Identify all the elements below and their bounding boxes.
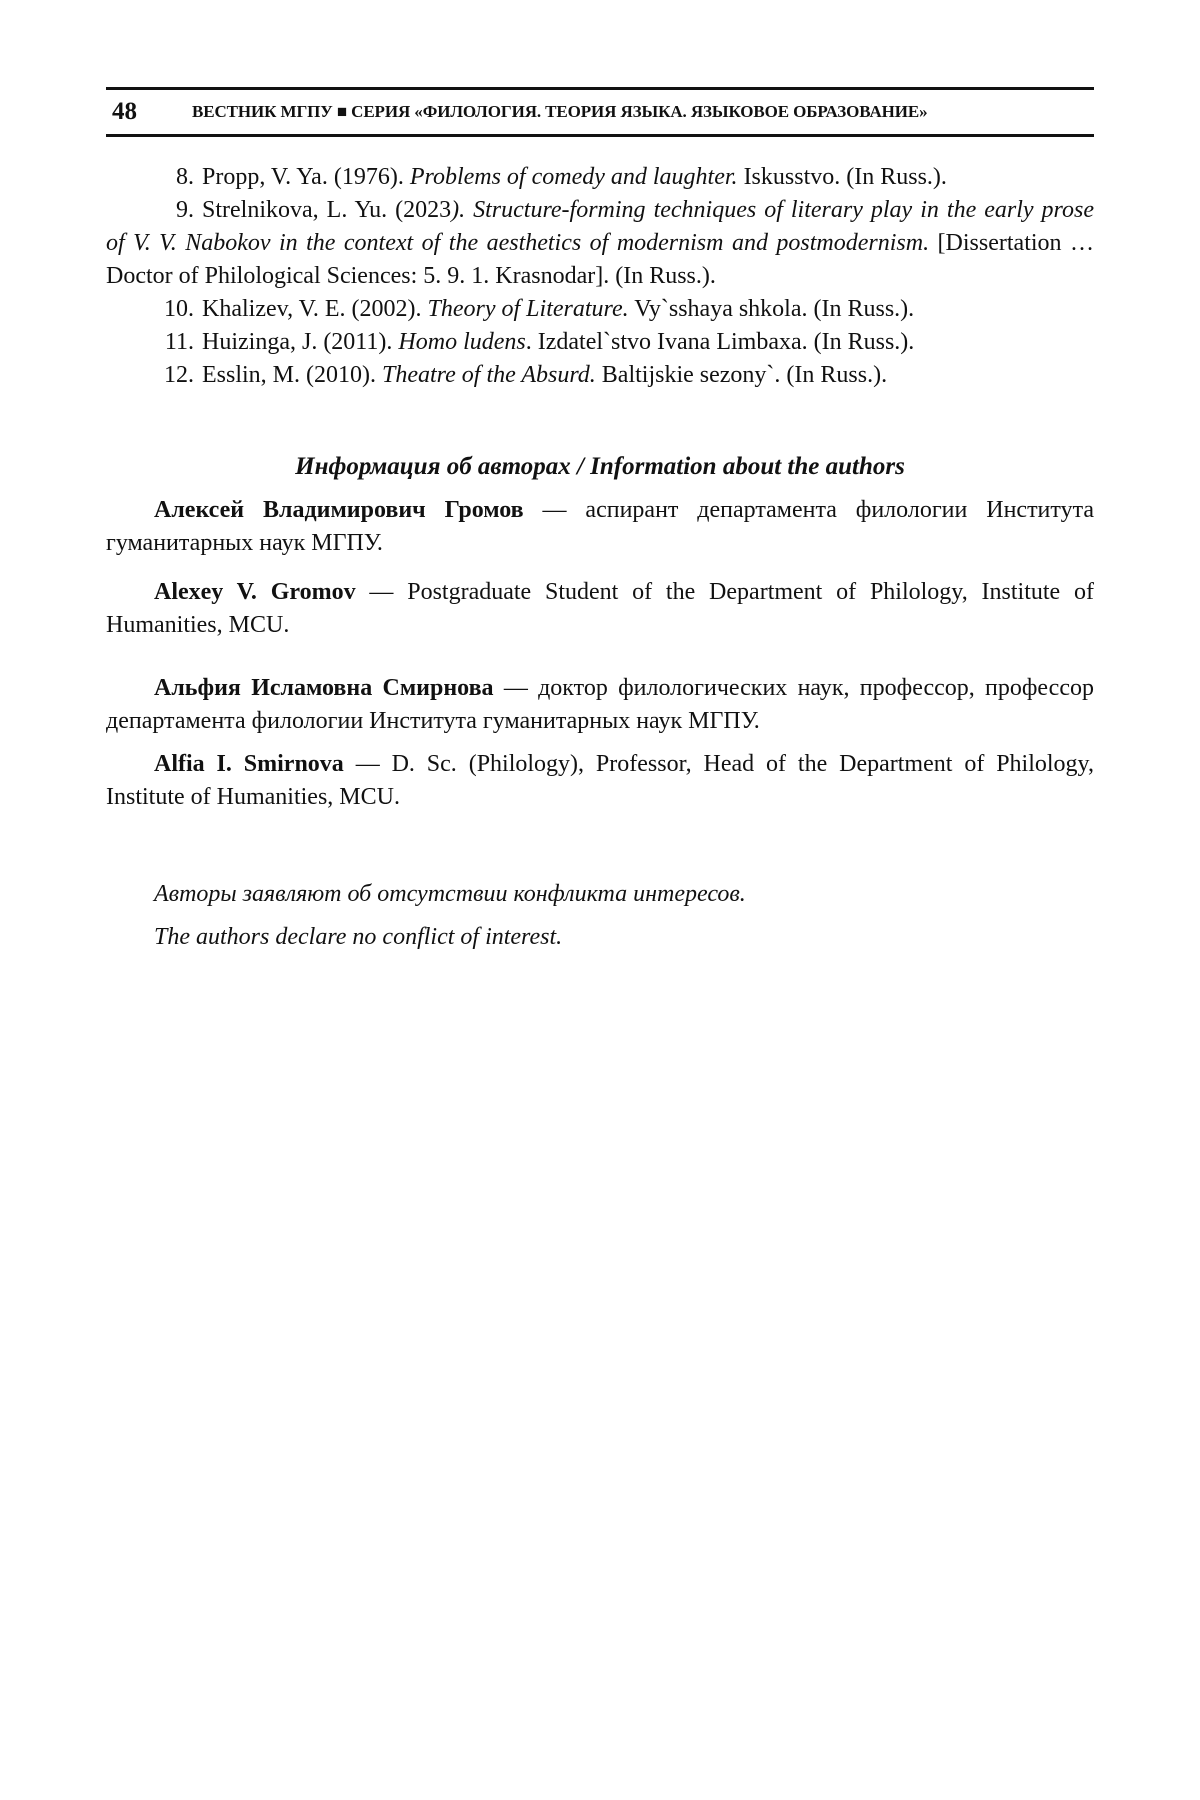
reference-item — [106, 161, 1094, 194]
author-name: Альфия Исламовна Смирнова — [154, 675, 494, 701]
reference-title: ). Structure-forming techniques of literary play in the early prose of V. V. Nabokov in the context of the aesthetics of modernism and postmodernism. — [106, 197, 1094, 256]
reference-number: 11. — [164, 329, 194, 355]
reference-publisher: Baltijskie sezony`. (In Russ.). — [595, 362, 888, 388]
conflict-statement-en: The authors declare no conflict of interest. — [154, 924, 563, 950]
reference-number: 9. — [176, 197, 194, 223]
page-number: 48 — [112, 98, 137, 125]
reference-number: 12. — [164, 362, 194, 388]
author-description: — Postgraduate Student of the Department of Philology, Institute of Humanities, MCU. — [106, 579, 1094, 638]
reference-authors: Propp, V. Ya. (1976). — [202, 164, 410, 190]
reference-item — [106, 194, 1094, 293]
author-gromov-ru — [106, 494, 1094, 560]
reference-item — [106, 359, 1094, 392]
reference-title: Theory of Literature. — [427, 296, 629, 322]
authors-heading: Информация об авторах / Information about the authors — [295, 453, 905, 480]
author-gromov-en — [106, 576, 1094, 642]
conflict-statement-ru: Авторы заявляют об отсутствии конфликта интересов. — [154, 881, 746, 907]
reference-list — [106, 161, 1094, 392]
running-header — [106, 87, 1094, 137]
journal-running-title: ВЕСТНИК МГПУ ■ СЕРИЯ «ФИЛОЛОГИЯ. ТЕОРИЯ ЯЗЫКА. ЯЗЫКОВОЕ ОБРАЗОВАНИЕ» — [192, 102, 928, 121]
reference-authors: Strelnikova, L. Yu. (2023 — [202, 197, 452, 223]
reference-authors: Khalizev, V. E. (2002). — [202, 296, 428, 322]
reference-authors: Huizinga, J. (2011). — [202, 329, 399, 355]
reference-title: Homo ludens — [398, 329, 526, 355]
author-name: Alexey V. Gromov — [154, 579, 356, 605]
reference-publisher: Iskusstvo. (In Russ.). — [737, 164, 947, 190]
reference-item — [106, 326, 1094, 359]
reference-number: 8. — [176, 164, 194, 190]
author-smirnova-en — [106, 748, 1094, 814]
reference-publisher: Vy`sshaya shkola. (In Russ.). — [628, 296, 915, 322]
author-description: — доктор филологических наук, профессор, профессор департамента филологии Института гуманитарных наук МГПУ. — [106, 675, 1094, 734]
author-smirnova-ru — [106, 672, 1094, 738]
reference-publisher: . Izdatel`stvo Ivana Limbaxa. (In Russ.). — [525, 329, 915, 355]
reference-number: 10. — [164, 296, 194, 322]
reference-authors: Esslin, M. (2010). — [202, 362, 382, 388]
author-name: Alfia I. Smirnova — [154, 751, 344, 777]
reference-publisher: [Dissertation … Doctor of Philological Sciences: 5. 9. 1. Krasnodar]. (In Russ.). — [106, 230, 1094, 289]
reference-item — [106, 293, 1094, 326]
author-description: — аспирант департамента филологии Института гуманитарных наук МГПУ. — [106, 497, 1095, 556]
author-description: — D. Sc. (Philology), Professor, Head of the Department of Philology, Institute of Humanities, MCU. — [106, 751, 1094, 810]
journal-page — [106, 87, 1094, 954]
author-name: Алексей Владимирович Громов — [154, 497, 524, 523]
reference-title: Problems of comedy and laughter. — [409, 164, 738, 190]
reference-title: Theatre of the Absurd. — [382, 362, 596, 388]
